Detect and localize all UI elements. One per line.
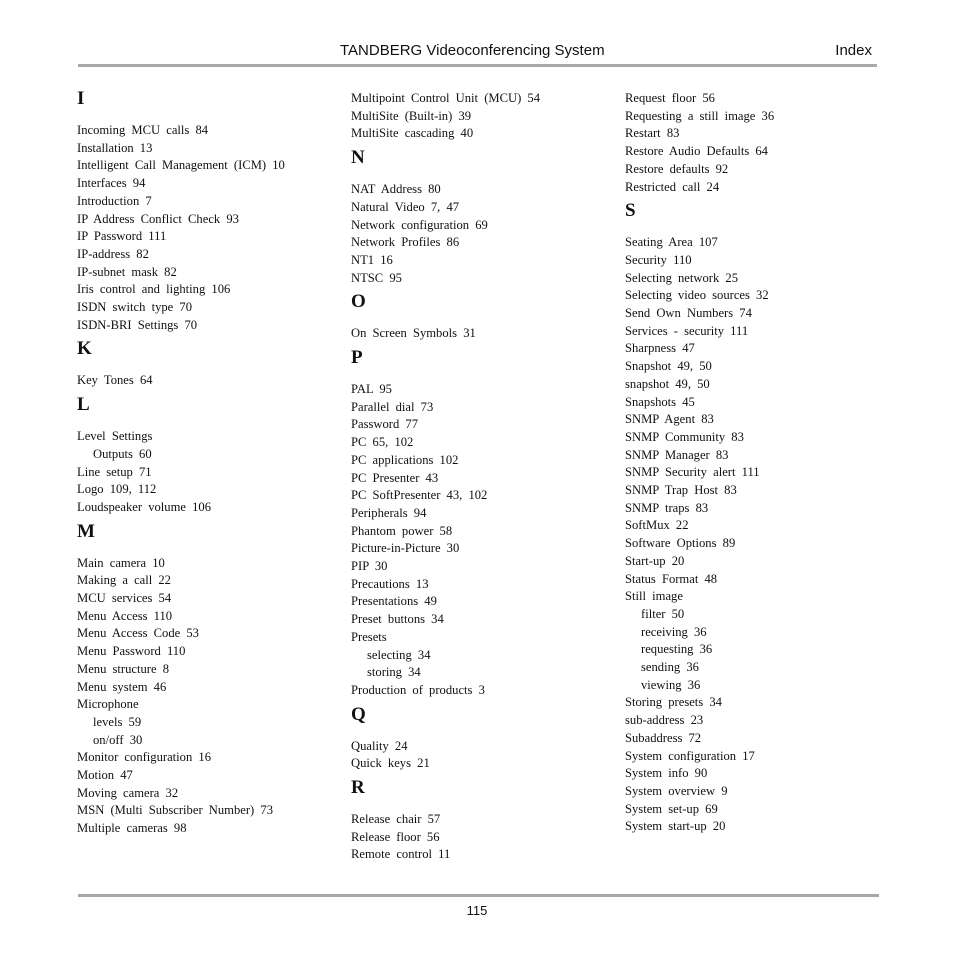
index-entry: Selecting network 25 (625, 270, 739, 285)
index-entry: Production of products 3 (351, 682, 485, 697)
index-entry: Microphone (77, 697, 139, 712)
index-entry: Incoming MCU calls 84 (77, 123, 209, 137)
index-entry: SNMP Manager 83 (625, 447, 729, 462)
index-subentry: selecting 34 (367, 647, 431, 662)
index-entry: Menu Password 110 (77, 644, 186, 659)
index-entry: SNMP traps 83 (625, 500, 709, 515)
index-entry: Picture-in-Picture 30 (351, 541, 460, 556)
header-title: TANDBERG Videoconferencing System (340, 42, 605, 59)
index-entry: Security 110 (625, 252, 692, 267)
index-entry: Installation 13 (77, 140, 153, 155)
index-entry: System configuration 17 (625, 748, 755, 763)
header-section: Index (835, 42, 872, 59)
index-entry: Restricted call 24 (625, 179, 720, 194)
index-entry: SNMP Trap Host 83 (625, 483, 737, 497)
index-entry: Moving camera 32 (77, 785, 179, 800)
index-letter: P (351, 347, 363, 368)
index-entry: Snapshot 49, 50 (625, 359, 712, 374)
index-entry: SNMP Community 83 (625, 429, 744, 444)
index-subentry: viewing 36 (641, 677, 701, 692)
index-subentry: Outputs 60 (93, 446, 152, 461)
index-entry: Network configuration 69 (351, 217, 488, 232)
index-entry: Requesting a still image 36 (625, 108, 775, 123)
index-letter: L (77, 394, 90, 416)
index-entry: System info 90 (625, 766, 708, 781)
index-entry: Line setup 71 (77, 464, 152, 479)
index-entry: Release chair 57 (351, 812, 441, 826)
index-entry: Natural Video 7, 47 (351, 199, 460, 214)
index-entry: PC SoftPresenter 43, 102 (351, 488, 488, 503)
index-entry: NTSC 95 (351, 270, 402, 285)
index-letter: I (77, 88, 85, 109)
index-entry: Services - security 111 (625, 323, 749, 338)
index-entry: Seating Area 107 (625, 235, 718, 250)
index-entry: Remote control 11 (351, 847, 451, 862)
index-entry: Intelligent Call Management (ICM) 10 (77, 158, 285, 173)
index-entry: Sharpness 47 (625, 341, 695, 356)
index-subentry: requesting 36 (641, 642, 713, 657)
index-entry: On Screen Symbols 31 (351, 326, 476, 341)
index-letter: Q (351, 703, 366, 725)
index-entry: Iris control and lighting 106 (77, 282, 231, 297)
index-entry: Multipoint Control Unit (MCU) 54 (351, 91, 541, 105)
index-entry: Release floor 56 (351, 829, 440, 844)
index-entry: Motion 47 (77, 768, 133, 782)
index-entry: snapshot 49, 50 (625, 376, 710, 391)
index-letter: S (625, 200, 636, 222)
index-entry: Subaddress 72 (625, 730, 702, 745)
index-subentry: storing 34 (367, 665, 421, 680)
index-letter: N (351, 147, 365, 169)
index-entry: PC applications 102 (351, 452, 459, 467)
index-entry: Menu system 46 (77, 679, 167, 694)
index-entry: Still image (625, 589, 683, 604)
index-entry: MSN (Multi Subscriber Number) 73 (77, 803, 273, 818)
index-entry: ISDN-BRI Settings 70 (77, 317, 198, 332)
index-entry: Key Tones 64 (77, 373, 153, 388)
index-entry: System start-up 20 (625, 819, 726, 834)
index-entry: NAT Address 80 (351, 182, 441, 197)
index-entry: System overview 9 (625, 783, 728, 798)
index-entry: Snapshots 45 (625, 394, 695, 409)
index-entry: Menu Access Code 53 (77, 626, 199, 641)
footer-rule (78, 894, 879, 897)
page-number: 115 (466, 903, 488, 918)
index-entry: Start-up 20 (625, 553, 685, 568)
index-entry: MCU services 54 (77, 591, 172, 605)
index-entry: Preset buttons 34 (351, 612, 444, 627)
index-entry: PAL 95 (351, 382, 392, 396)
index-entry: Main camera 10 (77, 555, 165, 570)
index-letter: K (77, 338, 92, 360)
index-entry: Network Profiles 86 (351, 235, 460, 250)
index-letter: R (351, 777, 365, 798)
index-entry: ISDN switch type 70 (77, 300, 192, 314)
index-entry: Send Own Numbers 74 (625, 306, 752, 320)
index-entry: Multiple cameras 98 (77, 821, 187, 836)
index-entry: NT1 16 (351, 252, 393, 267)
index-letter: M (77, 520, 95, 542)
index-entry: Software Options 89 (625, 536, 736, 551)
index-entry: IP-subnet mask 82 (77, 264, 177, 279)
index-entry: Request floor 56 (625, 91, 715, 105)
index-entry: Menu Access 110 (77, 608, 173, 623)
index-subentry: on/off 30 (93, 732, 143, 747)
index-entry: Status Format 48 (625, 571, 718, 586)
index-subentry: filter 50 (641, 606, 685, 621)
index-entry: PC 65, 102 (351, 435, 414, 450)
index-entry: System set-up 69 (625, 801, 718, 816)
index-entry: Quality 24 (351, 738, 408, 753)
index-entry: Presets (351, 629, 387, 644)
index-subentry: levels 59 (93, 714, 142, 729)
index-entry: Restart 83 (625, 126, 680, 141)
index-entry: Making a call 22 (77, 573, 171, 588)
header-rule (78, 64, 877, 67)
index-letter: O (351, 291, 366, 313)
index-entry: Menu structure 8 (77, 661, 170, 676)
index-entry: IP Password 111 (77, 229, 167, 244)
index-entry: Peripherals 94 (351, 505, 427, 520)
index-entry: Presentations 49 (351, 594, 437, 609)
index-entry: IP-address 82 (77, 246, 149, 261)
index-entry: Password 77 (351, 417, 419, 432)
index-entry: Quick keys 21 (351, 756, 430, 771)
index-subentry: receiving 36 (641, 624, 707, 639)
index-entry: MultiSite (Built-in) 39 (351, 108, 472, 123)
index-entry: Introduction 7 (77, 193, 152, 208)
index-entry: Selecting video sources 32 (625, 288, 769, 303)
index-entry: Loudspeaker volume 106 (77, 499, 212, 514)
index-entry: Level Settings (77, 429, 153, 444)
index-entry: Restore defaults 92 (625, 161, 729, 176)
index-subentry: sending 36 (641, 660, 699, 674)
index-entry: SNMP Agent 83 (625, 412, 714, 427)
index-entry: IP Address Conflict Check 93 (77, 211, 239, 226)
index-entry: MultiSite cascading 40 (351, 126, 474, 141)
index-entry: SNMP Security alert 111 (625, 465, 760, 480)
index-entry: Storing presets 34 (625, 695, 722, 710)
index-entry: Monitor configuration 16 (77, 750, 212, 765)
index-entry: sub-address 23 (625, 713, 704, 728)
index-entry: Interfaces 94 (77, 176, 146, 191)
index-entry: Logo 109, 112 (77, 482, 157, 497)
index-entry: SoftMux 22 (625, 518, 689, 533)
index-entry: PIP 30 (351, 559, 388, 573)
index-entry: PC Presenter 43 (351, 470, 439, 485)
index-entry: Phantom power 58 (351, 523, 453, 538)
index-entry: Parallel dial 73 (351, 399, 434, 414)
index-entry: Precautions 13 (351, 576, 429, 591)
index-entry: Restore Audio Defaults 64 (625, 144, 768, 159)
